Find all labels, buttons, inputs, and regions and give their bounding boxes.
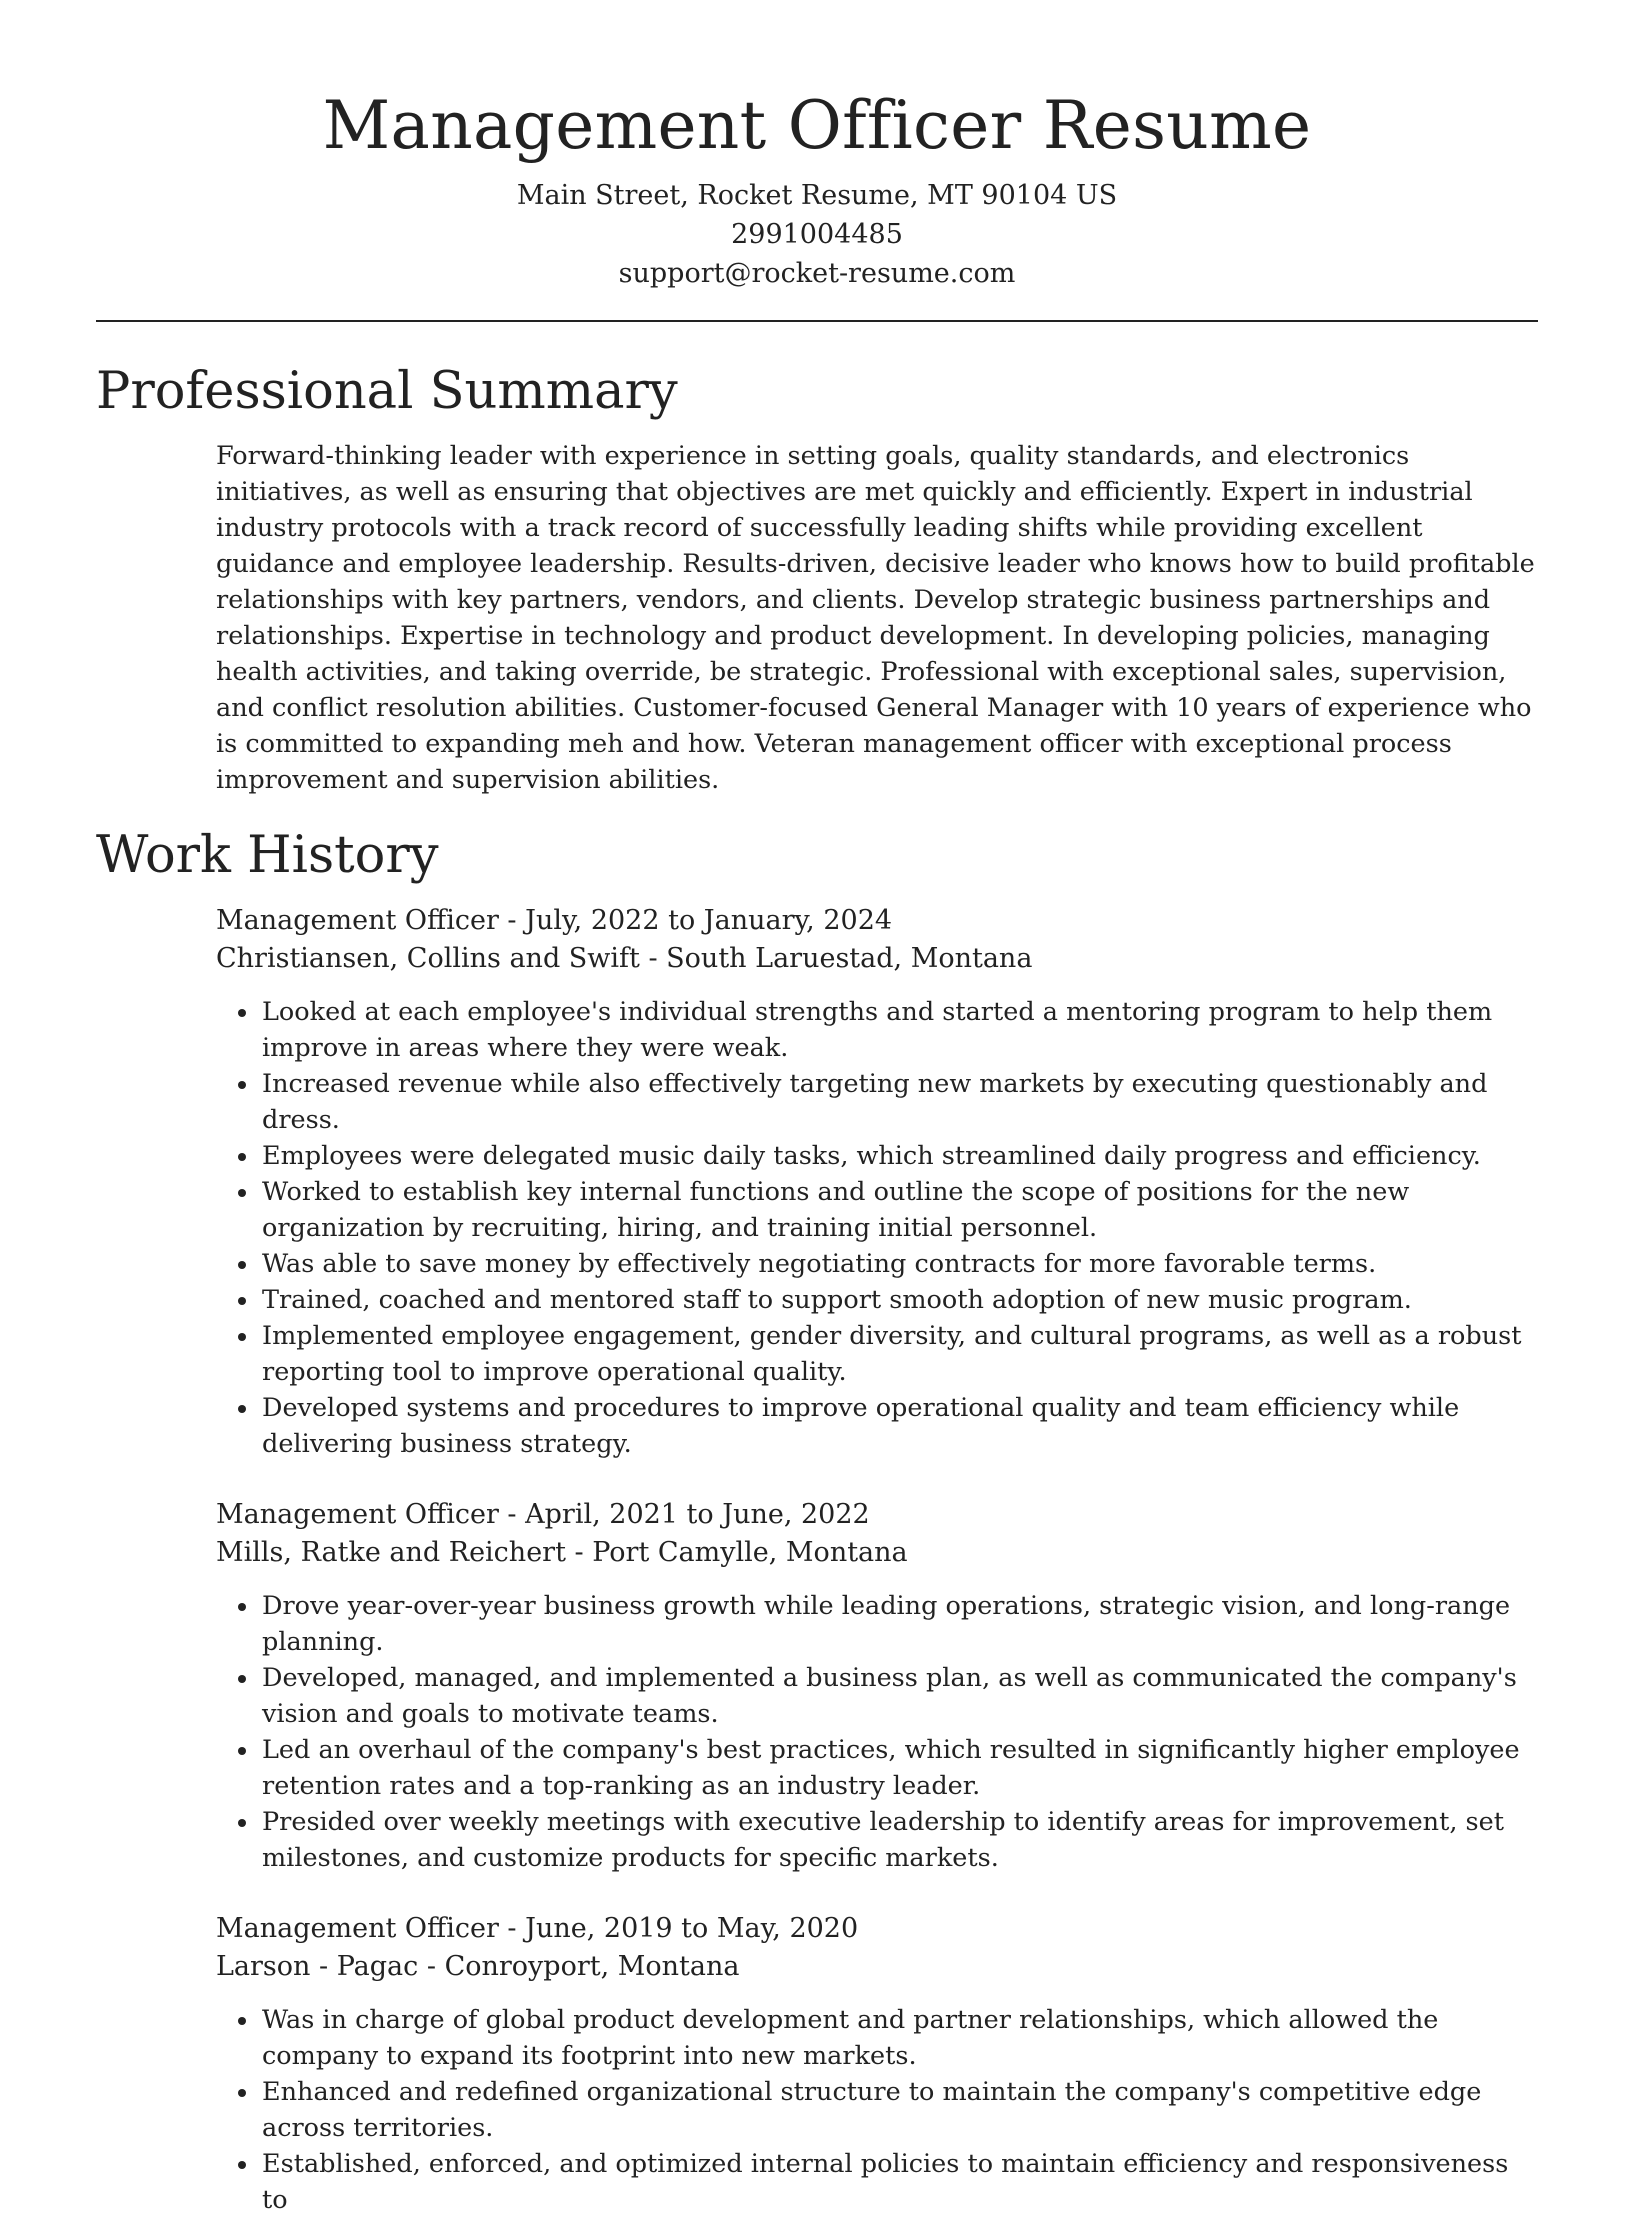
contact-info bbox=[96, 176, 1538, 293]
summary-heading: Professional Summary bbox=[96, 362, 678, 421]
work-history-heading: Work History bbox=[96, 826, 439, 885]
job-title-line: Management Officer - April, 2021 to June, 2022 bbox=[216, 1499, 870, 1530]
job-bullet: • Looked at each employee's individual strengths and started a mentoring program to help them improve in areas where they were weak. bbox=[260, 994, 1538, 1066]
contact-email: support@rocket-resume.com bbox=[618, 258, 1016, 289]
job-bullet: • Led an overhaul of the company's best practices, which resulted in significantly higher employee retention rates and a top-ranking as an industry leader. bbox=[260, 1732, 1538, 1804]
job-bullet: • Drove year-over-year business growth while leading operations, strategic vision, and long-range planning. bbox=[260, 1588, 1538, 1660]
job-company-line: Mills, Ratke and Reichert - Port Camylle, Montana bbox=[216, 1537, 908, 1568]
job-company-line: Christiansen, Collins and Swift - South Laruestad, Montana bbox=[216, 943, 1033, 974]
job-bullet: • Employees were delegated music daily tasks, which streamlined daily progress and efficiency. bbox=[260, 1138, 1538, 1174]
summary-section bbox=[96, 360, 1538, 798]
job-entry bbox=[216, 902, 1538, 1462]
job-bullet: • Presided over weekly meetings with executive leadership to identify areas for improvement, set milestones, and customize products for specific markets. bbox=[260, 1804, 1538, 1876]
resume-page bbox=[96, 0, 1538, 2218]
job-entry bbox=[216, 1910, 1538, 2218]
resume-title: Management Officer Resume bbox=[322, 87, 1312, 164]
job-bullet-list bbox=[216, 1588, 1538, 1876]
job-bullet: • Implemented employee engagement, gender diversity, and cultural programs, as well as a robust reporting tool to improve operational quality. bbox=[260, 1318, 1538, 1390]
job-bullet: • Worked to establish key internal functions and outline the scope of positions for the new organization by recruiting, hiring, and training initial personnel. bbox=[260, 1174, 1538, 1246]
contact-address: Main Street, Rocket Resume, MT 90104 US bbox=[516, 180, 1118, 211]
job-bullet-list bbox=[216, 994, 1538, 1462]
job-bullet: • Developed systems and procedures to improve operational quality and team efficiency while delivering business strategy. bbox=[260, 1390, 1538, 1462]
job-bullet: • Was in charge of global product development and partner relationships, which allowed the company to expand its footprint into new markets. bbox=[260, 2002, 1538, 2074]
job-bullet: • Increased revenue while also effectively targeting new markets by executing questionably and dress. bbox=[260, 1066, 1538, 1138]
job-bullet-list bbox=[216, 2002, 1538, 2218]
job-bullet: • Trained, coached and mentored staff to support smooth adoption of new music program. bbox=[260, 1282, 1538, 1318]
job-company-line: Larson - Pagac - Conroyport, Montana bbox=[216, 1951, 740, 1982]
header-divider bbox=[96, 320, 1538, 322]
job-bullet: • Established, enforced, and optimized internal policies to maintain efficiency and responsiveness to bbox=[260, 2146, 1538, 2218]
job-title-line: Management Officer - June, 2019 to May, 2020 bbox=[216, 1913, 859, 1944]
contact-phone: 2991004485 bbox=[731, 219, 903, 250]
job-entry bbox=[216, 1496, 1538, 1876]
summary-text: Forward-thinking leader with experience in setting goals, quality standards, and electronics initiatives, as well as ensuring that objectives are met quickly and efficiently. Expert in industrial industry protocols with a track record of successfully leading shifts while providing excellent guidance and employee leadership. Results-driven, decisive leader who knows how to build profitable relationships with key partners, vendors, and clients. Develop strategic business partnerships and relationships. Expertise in technology and product development. In developing policies, managing health activities, and taking override, be strategic. Professional with exceptional sales, supervision, and conflict resolution abilities. Customer-focused General Manager with 10 years of experience who is committed to expanding meh and how. Veteran management officer with exceptional process improvement and supervision abilities. bbox=[216, 441, 1535, 795]
job-title-line: Management Officer - July, 2022 to January, 2024 bbox=[216, 905, 893, 936]
job-bullet: • Developed, managed, and implemented a business plan, as well as communicated the company's vision and goals to motivate teams. bbox=[260, 1660, 1538, 1732]
work-history-section bbox=[96, 824, 1538, 2218]
job-bullet: • Was able to save money by effectively negotiating contracts for more favorable terms. bbox=[260, 1246, 1538, 1282]
job-bullet: • Enhanced and redefined organizational structure to maintain the company's competitive edge across territories. bbox=[260, 2074, 1538, 2146]
resume-header bbox=[96, 0, 1538, 293]
